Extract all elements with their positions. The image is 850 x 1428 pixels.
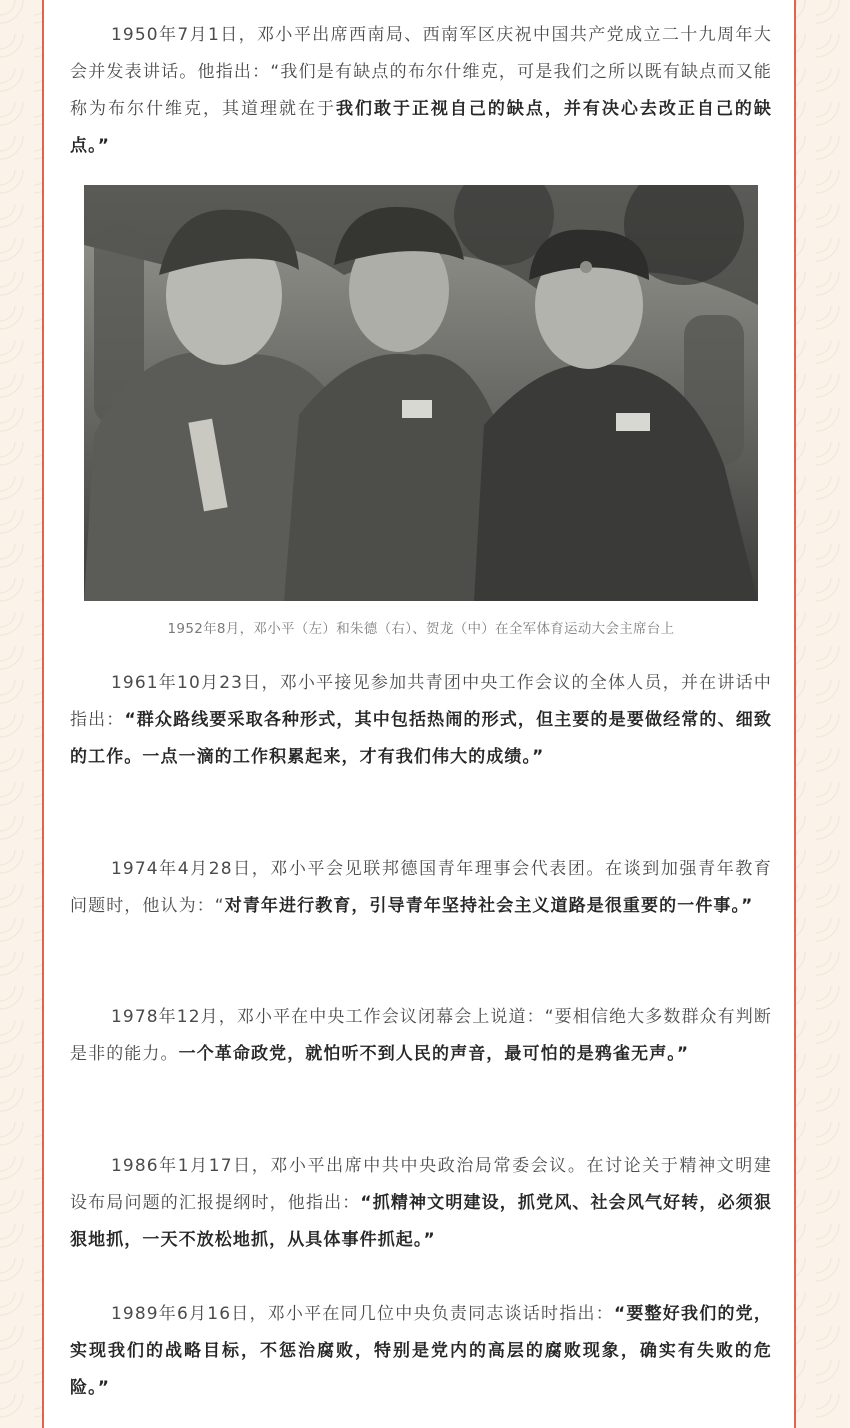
photo-illustration <box>84 185 758 601</box>
paragraph-text: 1950年7月1日，邓小平出席西南局、西南军区庆祝中国共产党成立二十九周年大会并发表讲话。他指出：“我们是有缺点的布尔什维克，可是我们之所以既有缺点而又能称为布尔什维克，其道理就在于 <box>70 25 772 119</box>
paragraph-quote: “要整好我们的党，实现我们的战略目标，不惩治腐败，特别是党内的高层的腐败现象，确实有失败的危险。 <box>70 1304 772 1398</box>
paragraph-1986 <box>70 1148 772 1259</box>
paragraph-text: 1974年4月28日，邓小平会见联邦德国青年理事会代表团。在谈到加强青年教育问题时，他认为：“ <box>70 859 772 916</box>
paragraph-1978 <box>70 999 772 1073</box>
paragraph-quote: 对青年进行教育，引导青年坚持社会主义道路是很重要的一件事。 <box>224 896 742 916</box>
paragraph-text: 1986年1月17日，邓小平出席中共中央政治局常委会议。在讨论关于精神文明建设布局问题的汇报提纲时，他指出： <box>70 1156 772 1213</box>
paragraph-quote: 我们敢于正视自己的缺点，并有决心去改正自己的缺点。 <box>70 99 772 156</box>
paragraph-quote: “抓精神文明建设，抓党风、社会风气好转，必须狠狠地抓，一天不放松地抓，从具体事件抓起。 <box>70 1193 772 1250</box>
quote-end: ” <box>423 1230 436 1250</box>
article-frame <box>42 0 796 1428</box>
quote-end: ” <box>97 136 110 156</box>
quote-end: ” <box>741 896 754 916</box>
paragraph-1961 <box>70 665 772 776</box>
paragraph-text: 1978年12月，邓小平在中央工作会议闭幕会上说道：“要相信绝大多数群众有判断是非的能力。 <box>70 1007 772 1064</box>
paragraph-1950 <box>70 17 772 165</box>
paragraph-quote: “群众路线要采取各种形式，其中包括热闹的形式，但主要的是要做经常的、细致的工作。一点一滴的工作积累起来，才有我们伟大的成绩。 <box>70 710 772 767</box>
paragraph-text: 1989年6月16日，邓小平在同几位中央负责同志谈话时指出： <box>111 1304 614 1324</box>
paragraph-1989 <box>70 1296 772 1407</box>
quote-end: ” <box>676 1044 690 1064</box>
photo-caption: 1952年8月，邓小平（左）和朱德（右）、贺龙（中）在全军体育运动大会主席台上 <box>167 621 675 637</box>
paragraph-quote: 一个革命政党，就怕听不到人民的声音，最可怕的是鸦雀无声。 <box>178 1044 677 1064</box>
paragraph-1974 <box>70 851 772 925</box>
quote-end: ” <box>97 1378 110 1398</box>
historical-photo <box>84 185 758 601</box>
paragraph-text: 1961年10月23日，邓小平接见参加共青团中央工作会议的全体人员，并在讲话中指出： <box>70 673 772 730</box>
quote-end: ” <box>532 747 545 767</box>
